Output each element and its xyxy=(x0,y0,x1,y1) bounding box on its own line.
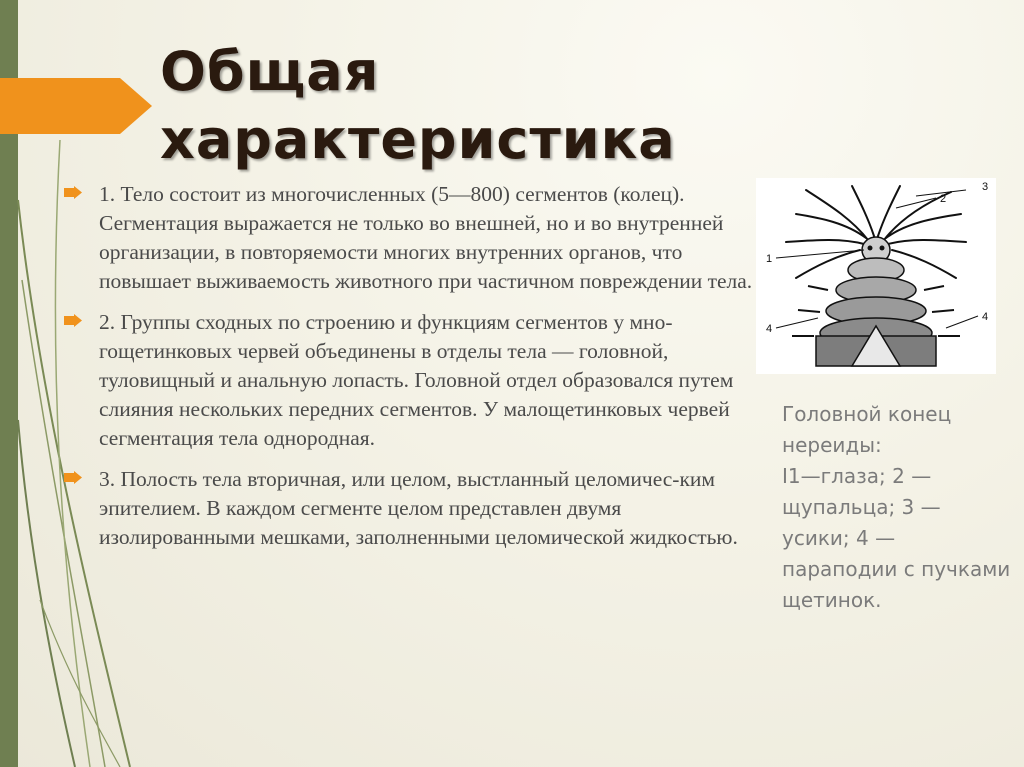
page-title: Общая характеристика xyxy=(160,40,676,171)
bullet-item xyxy=(64,308,754,453)
bullet-list xyxy=(64,180,754,564)
figure-label: 1 xyxy=(766,253,773,265)
figure-label: 2 xyxy=(940,193,947,205)
figure-label: 3 xyxy=(982,181,989,193)
orange-arrow-icon xyxy=(64,471,82,484)
figure-label: 4 xyxy=(982,311,989,323)
orange-arrow-icon xyxy=(64,186,82,199)
title-accent-arrow xyxy=(0,78,152,134)
nereid-head-illustration xyxy=(756,178,996,374)
bullet-text: 3. Полость тела вторичная, или целом, выстланный целомичес-ким эпителием. В каждом сегменте целом представлен двумя изолированными мешками, заполненными целомической жидкостью. xyxy=(99,467,738,549)
figure-caption: Головной конец нереиды: I1—глаза; 2 — щупальца; 3 — усики; 4 — параподии с пучками щетинок. xyxy=(782,402,1011,612)
bullet-item xyxy=(64,465,754,552)
bullet-text: 1. Тело состоит из многочисленных (5—800) сегментов (колец). Сегментация выражается не только во внешней, но и во внутренней организации, в повторяемости многих внутренних органов, что повышает выживаемость животного при частичном повреждении тела. xyxy=(99,182,753,293)
orange-arrow-icon xyxy=(64,314,82,327)
figure-label: 4 xyxy=(766,323,773,335)
bullet-text: 2. Группы сходных по строению и функциям сегментов у мно-гощетинковых червей объединены в отделы тела — головной, туловищный и анальную лопасть. Головной отдел образовался путем слияния нескольких передних сегментов. У малощетинковых червей сегментация тела однородная. xyxy=(99,310,734,450)
bullet-item xyxy=(64,180,754,296)
